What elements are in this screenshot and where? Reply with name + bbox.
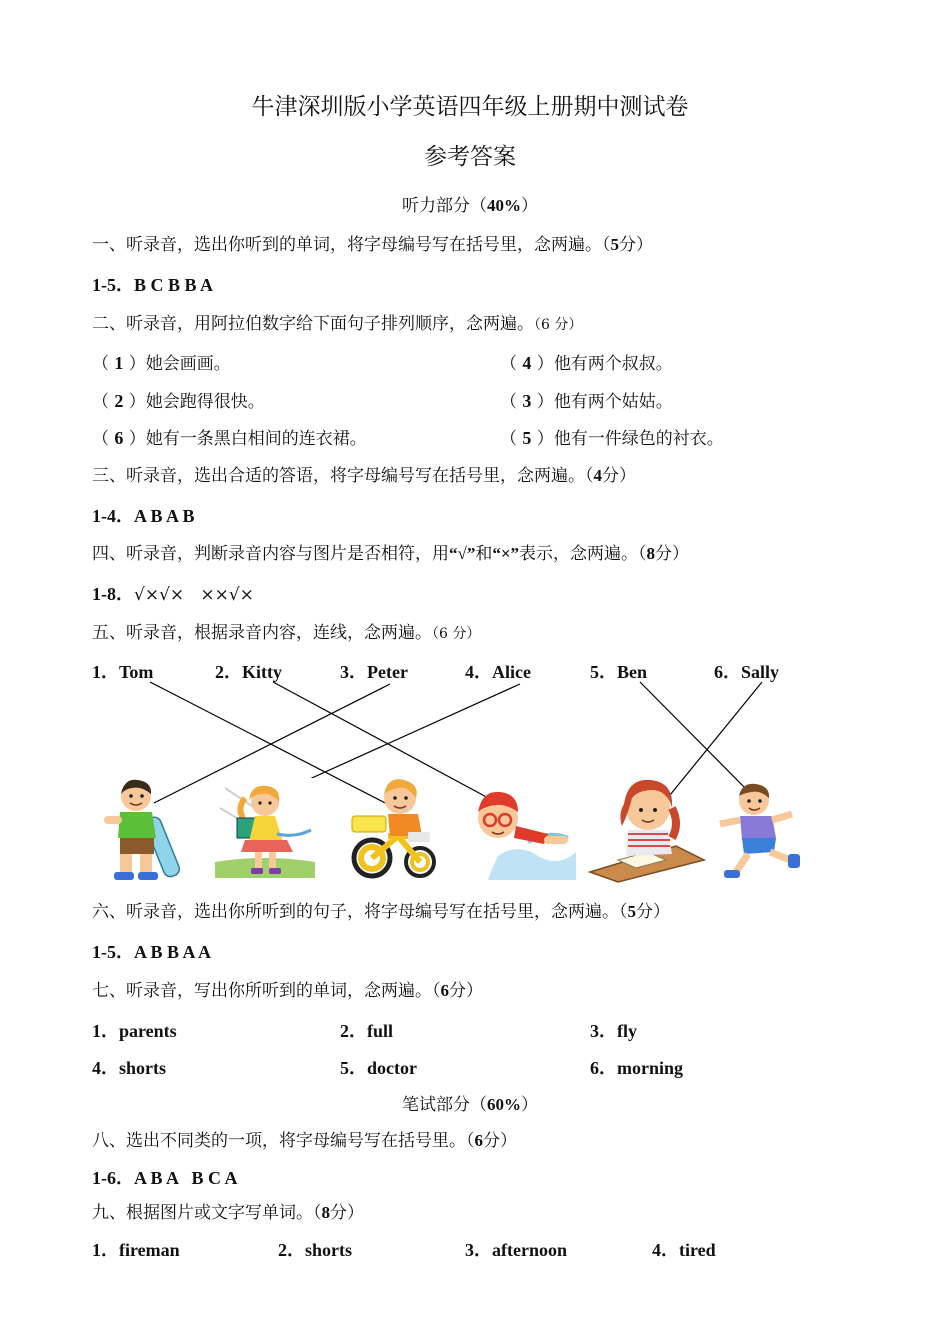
running-girl-picture	[215, 778, 315, 878]
q7-word: 4．shorts	[92, 1058, 167, 1078]
q7-word: 6．morning	[590, 1058, 684, 1078]
q9-word: 4．tired	[652, 1240, 716, 1260]
q7-instruction: 七、听录音，写出你所听到的单词，念两遍。（6分）	[92, 981, 483, 1001]
q2-item: （ 5 ）他有一件绿色的衬衣。	[500, 428, 724, 449]
q1-instruction: 一、听录音，选出你听到的单词，将字母编号写在括号里，念两遍。（5分）	[92, 235, 653, 255]
q5-name-peter: 3．Peter	[340, 662, 408, 682]
running-boy-picture	[714, 780, 809, 884]
q9-instruction: 九、根据图片或文字写单词。（8分）	[92, 1203, 364, 1223]
q3-instruction: 三、听录音，选出合适的答语，将字母编号写在括号里，念两遍。（4分）	[92, 466, 636, 486]
q1-answer: 1-5．B C B B A	[92, 275, 214, 295]
q9-word: 2．shorts	[278, 1240, 353, 1260]
skateboard-boy-picture	[92, 776, 197, 884]
q9-word: 3．afternoon	[465, 1240, 567, 1260]
q2-item: （ 3 ）他有两个姑姑。	[500, 391, 673, 412]
writing-heading: 笔试部分（60%）	[402, 1095, 538, 1115]
q8-instruction: 八、选出不同类的一项，将字母编号写在括号里。（6分）	[92, 1131, 517, 1151]
q5-name-kitty: 2．Kitty	[215, 662, 282, 682]
page-subtitle: 参考答案	[424, 144, 516, 170]
q2-instruction: 二、听录音，用阿拉伯数字给下面句子排列顺序，念两遍。（6 分）	[92, 314, 583, 334]
q7-word: 3．fly	[590, 1021, 637, 1041]
biking-boy-picture	[348, 776, 443, 886]
q5-name-sally: 6．Sally	[714, 662, 780, 682]
q7-word: 1．parents	[92, 1021, 177, 1041]
reading-girl-picture	[588, 774, 706, 884]
listening-heading: 听力部分（40%）	[402, 196, 538, 216]
q5-name-alice: 4．Alice	[465, 662, 531, 682]
q6-answer: 1-5．A B B A A	[92, 942, 212, 962]
q9-word: 1．fireman	[92, 1240, 180, 1260]
q2-item: （ 2 ）她会跑得很快。	[92, 391, 265, 412]
page-title: 牛津深圳版小学英语四年级上册期中测试卷	[251, 94, 689, 120]
swimming-girl-picture	[468, 782, 578, 880]
q5-name-ben: 5．Ben	[590, 662, 648, 682]
q7-word: 2．full	[340, 1021, 394, 1041]
q3-answer: 1-4．A B A B	[92, 506, 195, 526]
q7-word: 5．doctor	[340, 1058, 417, 1078]
q4-answer: 1-8．√×√× ××√×	[92, 584, 254, 605]
q8-answer: 1-6．A B A B C A	[92, 1168, 238, 1188]
q2-item: （ 4 ）他有两个叔叔。	[500, 353, 673, 374]
q5-name-tom: 1．Tom	[92, 662, 154, 682]
q6-instruction: 六、听录音，选出你所听到的句子，将字母编号写在括号里，念两遍。（5分）	[92, 902, 670, 922]
q2-item: （ 1 ）她会画画。	[92, 353, 231, 374]
q5-instruction: 五、听录音，根据录音内容，连线，念两遍。（6 分）	[92, 623, 481, 643]
q2-item: （ 6 ）她有一条黑白相间的连衣裙。	[92, 428, 367, 449]
q4-instruction: 四、听录音，判断录音内容与图片是否相符，用“√”和“×”表示，念两遍。（8分）	[92, 544, 690, 564]
